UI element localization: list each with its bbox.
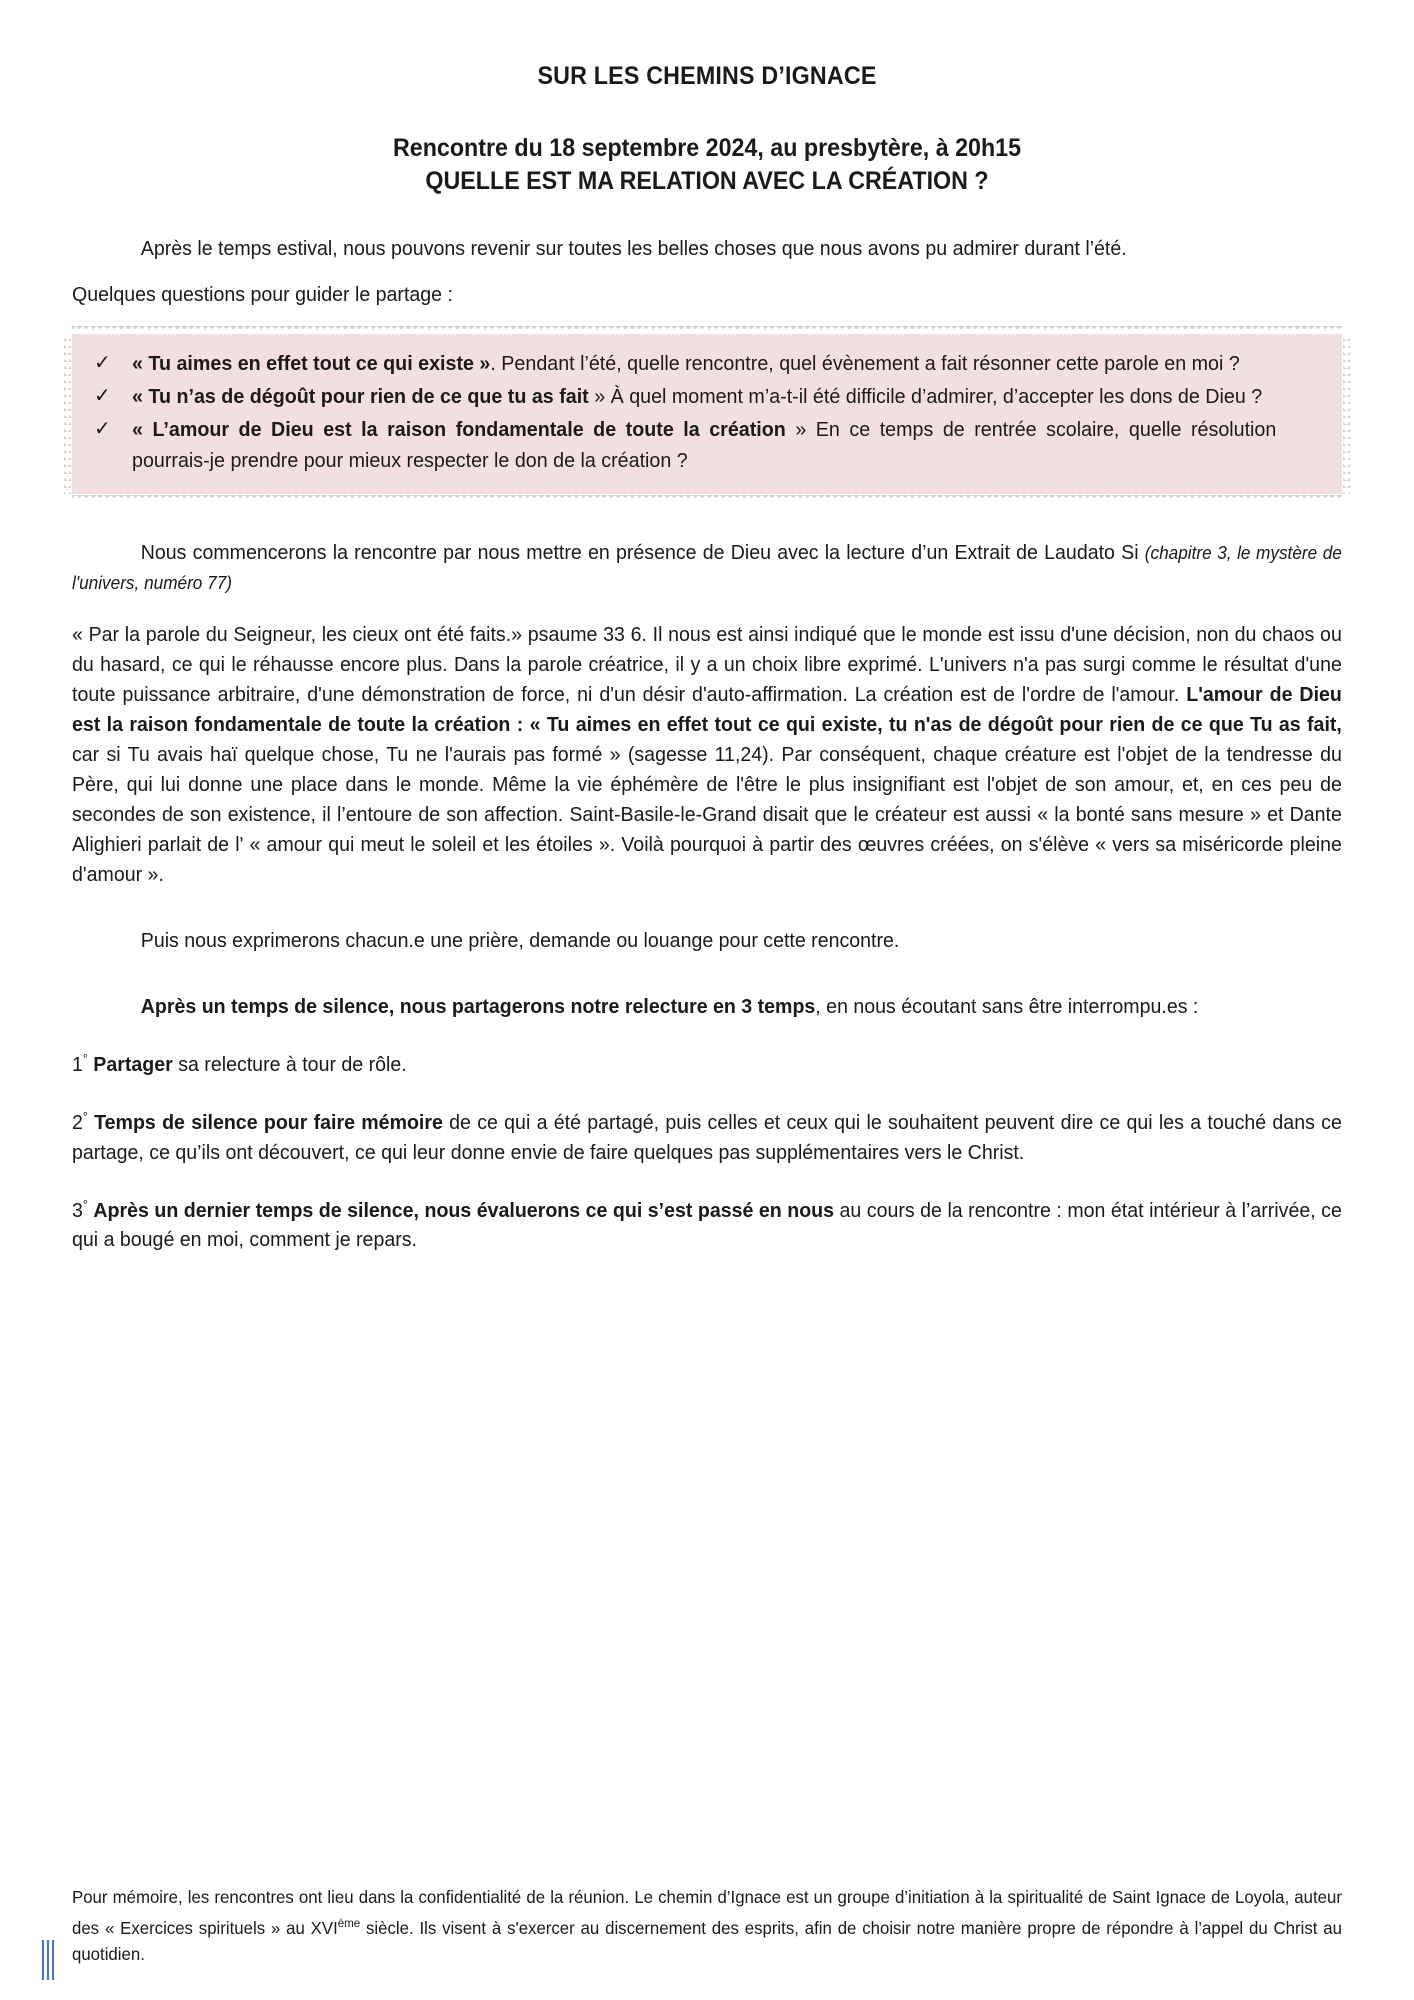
check-mark-icon: ✓ (94, 418, 111, 440)
question-quote: « L’amour de Dieu est la raison fondamentale de toute la création (132, 418, 786, 441)
footer-note (72, 1884, 1342, 1967)
step-degree-icon: ° (82, 1196, 88, 1212)
questions-lead-in: Quelques questions pour guider le partage : (72, 283, 453, 306)
step-bold: Partager (93, 1052, 173, 1076)
document-content (72, 0, 1342, 1255)
sharing-step-3 (72, 1190, 1342, 1256)
reading-intro-paragraph (72, 538, 1342, 598)
check-mark-icon: ✓ (94, 352, 111, 374)
list-item (90, 348, 1324, 379)
margin-bar (52, 1940, 54, 1980)
step-degree-icon: ° (82, 1108, 88, 1124)
zigzag-border-bottom-icon (72, 495, 1342, 502)
step-rest: sa relecture à tour de rôle. (172, 1052, 407, 1076)
question-quote: « Tu aimes en effet tout ce qui existe » (132, 352, 491, 375)
step-number: 1 (72, 1052, 83, 1076)
zigzag-border-top-icon (72, 326, 1342, 333)
step-bold: Après un dernier temps de silence, nous évaluerons ce qui s’est passé en nous (93, 1198, 835, 1222)
step-bold: Temps de silence pour faire mémoire (94, 1110, 443, 1134)
margin-bar (47, 1940, 49, 1980)
body-text-part2: car si Tu avais haï quelque chose, Tu ne l'aurais pas formé » (sagesse 11,24). Par conséquent, chaque créature est l'objet de la tendresse du Père, qui lui donne une place dans le monde. Même la vie éphémère de l'être le plus insignifiant est l'objet de son amour, et, en ces peu de secondes de son existence, il l’entoure de son affection. Saint-Basile-le-Grand disait que le créateur est aussi « la bonté sans mesure » et Dante Alighieri parlait de l' « amour qui meut le soleil et les étoiles ». Voilà pourquoi à partir des œuvres créées, on s'élève « vers sa miséricorde pleine d'amour ». (72, 743, 1342, 886)
sharing-intro-rest: , en nous écoutant sans être interrompu.es : (815, 995, 1199, 1018)
sharing-step-1 (72, 1044, 1342, 1080)
sharing-intro-bold: Après un temps de silence, nous partagerons notre relecture en 3 temps (140, 995, 816, 1018)
body-text-part1: « Par la parole du Seigneur, les cieux ont été faits.» psaume 33 6. Il nous est ainsi indiqué que le monde est issu d'une décision, non du chaos ou du hasard, ce qui le réhausse encore plus. Dans la parole créatrice, il y a un choix libre exprimé. L'univers n'a pas surgi comme le résultat d'une toute puissance arbitraire, d'une démonstration de force, ni d'un désir d'auto-affirmation. La création est de l'ordre de l'amour. (72, 623, 1342, 706)
list-item (90, 381, 1324, 412)
question-quote: « Tu n’as de dégoût pour rien de ce que tu as fait (132, 385, 589, 408)
margin-bar (42, 1940, 44, 1980)
step-number: 2 (72, 1110, 83, 1134)
margin-change-bars-icon (42, 1940, 54, 1980)
footer-text-part1: Pour mémoire, les rencontres ont lieu dans la confidentialité de la réunion. Le chemin d’Ignace est un groupe d’initiation à la spiritualité de Saint Ignace de Loyola, auteur des « Exercices spirituels » au XVI (72, 1887, 1342, 1938)
page-title: SUR LES CHEMINS D’IGNACE (537, 62, 877, 90)
page-footer (72, 1884, 1344, 1967)
step-degree-icon: ° (82, 1051, 88, 1066)
zigzag-border-left-icon (64, 334, 71, 494)
step-number: 3 (72, 1198, 83, 1222)
footer-text-part2: siècle. Ils visent à s'exercer au discernement des esprits, afin de choisir notre manière propre de répondre à l’appel du Christ au quotidien. (72, 1917, 1342, 1964)
zigzag-border-right-icon (1343, 334, 1350, 494)
question-text (132, 348, 1276, 379)
prayer-paragraph: Puis nous exprimerons chacun.e une prière, demande ou louange pour cette rencontre. (140, 929, 900, 952)
laudato-si-body (72, 620, 1342, 890)
sharing-step-2 (72, 1102, 1342, 1168)
reading-intro-text: Nous commencerons la rencontre par nous mettre en présence de Dieu avec la lecture d’un Extrait de Laudato Si (140, 541, 1145, 564)
step-rest: de ce qui a été partagé, puis celles et ceux qui le souhaitent peuvent dire ce qui les a touché dans ce partage, ce qu’ils ont découvert, ce qui leur donne envie de faire quelques pas supplémentaires vers le Christ. (72, 1110, 1342, 1164)
subtitle-date-line: Rencontre du 18 septembre 2024, au presbytère, à 20h15 (392, 134, 1022, 162)
question-rest: » En ce temps de rentrée scolaire, quelle résolution pourrais-je prendre pour mieux respecter le don de la création ? (132, 418, 1277, 472)
questions-highlight-box (72, 334, 1342, 494)
footer-superscript: ème (337, 1916, 361, 1930)
question-rest: . Pendant l’été, quelle rencontre, quel évènement a fait résonner cette parole en moi ? (490, 352, 1240, 375)
subtitle-block (72, 132, 1342, 198)
step-rest: au cours de la rencontre : mon état intérieur à l’arrivée, ce qui a bougé en moi, comment je repars. (72, 1198, 1342, 1252)
question-text (132, 414, 1276, 476)
question-text (132, 381, 1276, 412)
check-mark-icon: ✓ (94, 385, 111, 407)
question-rest: » À quel moment m’a-t-il été difficile d’admirer, d’accepter les dons de Dieu ? (588, 385, 1263, 408)
subtitle-theme-line: QUELLE EST MA RELATION AVEC LA CRÉATION ? (425, 167, 989, 195)
body-text-bold: L'amour de Dieu est la raison fondamentale de toute la création : « Tu aimes en effet tout ce qui existe, tu n'as de dégoût pour rien de ce que Tu as fait, (72, 683, 1342, 736)
intro-paragraph: Après le temps estival, nous pouvons revenir sur toutes les belles choses que nous avons pu admirer durant l’été. (140, 237, 1127, 260)
list-item (90, 414, 1324, 476)
reading-reference: (chapitre 3, le mystère de l'univers, numéro 77) (72, 543, 1342, 593)
sharing-intro-paragraph (72, 992, 1342, 1022)
